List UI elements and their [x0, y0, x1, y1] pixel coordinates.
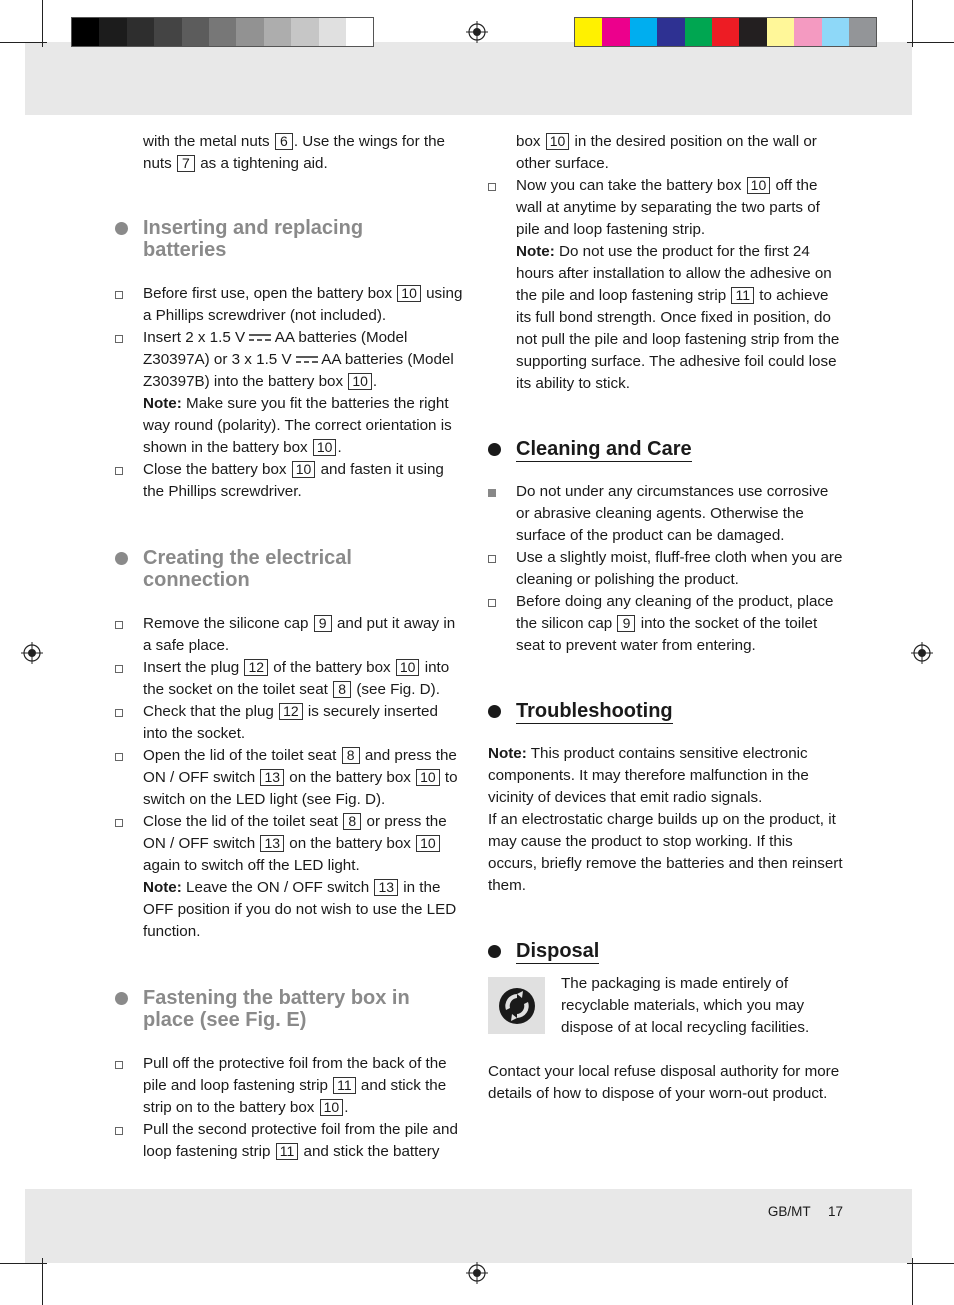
page-footer — [768, 1201, 843, 1223]
bullet-dot-icon — [115, 552, 128, 565]
registration-mark-icon — [466, 1262, 488, 1284]
square-bullet-icon — [115, 621, 123, 629]
intro-paragraph: with the metal nuts 6 . Use the wings for the nuts 7 as a tightening aid. — [143, 133, 445, 172]
page-number: 17 — [827, 1204, 843, 1219]
square-bullet-icon — [115, 753, 123, 761]
list-item: Insert 2 x 1.5 V AA batteries (Model Z30397A) or 3 x 1.5 V AA batteries (Model Z30397B) into the battery box 10 . Note: Make sure you fit the batteries the right way round (polarity). The correct orientation is shown in the battery box 10 . — [115, 327, 465, 459]
troubleshooting-paragraph: If an electrostatic charge builds up on the product, it may cause the product to stop working. If this occurs, briefly remove the batteries and then reinsert them. — [488, 811, 843, 894]
square-bullet-icon — [115, 709, 123, 717]
bullet-dot-icon — [115, 222, 128, 235]
grey-color-bar — [71, 17, 374, 47]
color-swatch — [822, 18, 849, 46]
bullet-dot-icon — [488, 945, 501, 958]
color-swatch — [630, 18, 657, 46]
crop-mark — [907, 1263, 954, 1264]
crop-mark — [912, 1258, 913, 1305]
square-bullet-icon — [488, 599, 496, 607]
header-band — [25, 42, 912, 115]
square-bullet-icon — [115, 1127, 123, 1135]
list-item: Before first use, open the battery box 10 using a Phillips screwdriver (not included). — [115, 283, 465, 327]
square-bullet-icon — [115, 291, 123, 299]
right-column — [488, 131, 844, 1105]
cleaning-list — [488, 481, 844, 657]
color-swatch — [127, 18, 154, 46]
heading-electrical-connection: Creating the electrical connection — [115, 547, 465, 591]
color-swatch — [209, 18, 236, 46]
square-bullet-icon — [115, 335, 123, 343]
language-code: GB/MT — [767, 1204, 811, 1219]
list-item: Do not under any circumstances use corrosive or abrasive cleaning agents. Otherwise the surface of the product can be damaged. — [488, 481, 844, 547]
list-item: Pull the second protective foil from the pile and loop fastening strip 11 and stick the battery — [115, 1119, 465, 1163]
registration-mark-icon — [21, 642, 43, 664]
list-item: Remove the silicone cap 9 and put it away in a safe place. — [115, 613, 465, 657]
bullet-dot-icon — [488, 443, 501, 456]
list-item: Open the lid of the toilet seat 8 and press the ON / OFF switch 13 on the battery box 10 to switch on the LED light (see Fig. D). — [115, 745, 465, 811]
color-swatch — [685, 18, 712, 46]
fastening-list — [115, 1053, 465, 1163]
crop-mark — [907, 42, 954, 43]
color-swatch — [849, 18, 876, 46]
color-swatch — [575, 18, 602, 46]
square-bullet-icon — [115, 1061, 123, 1069]
square-bullet-icon — [488, 183, 496, 191]
dc-symbol-icon — [296, 354, 318, 364]
square-bullet-icon — [115, 665, 123, 673]
color-swatch — [291, 18, 318, 46]
list-item: Before doing any cleaning of the product, place the silicon cap 9 into the socket of the toilet seat to prevent water from entering. — [488, 591, 844, 657]
crop-mark — [42, 1258, 43, 1305]
color-swatch — [739, 18, 766, 46]
crop-mark — [912, 0, 913, 47]
crop-mark — [0, 1263, 47, 1264]
list-item: Pull off the protective foil from the back of the pile and loop fastening strip 11 and stick the strip on to the battery box 10 . — [115, 1053, 465, 1119]
color-swatch — [602, 18, 629, 46]
electrical-list — [115, 613, 465, 943]
contact-text: Contact your local refuse disposal authority for more details of how to dispose of your worn-out product. — [488, 1063, 840, 1102]
registration-mark-icon — [466, 21, 488, 43]
heading-inserting-batteries: Inserting and replacing batteries — [115, 217, 465, 261]
recycling-symbol — [488, 977, 545, 1034]
packaging-text: The packaging is made entirely of recyclable materials, which you may dispose of at local recycling facilities. — [561, 975, 810, 1036]
color-swatch — [264, 18, 291, 46]
color-swatch — [346, 18, 373, 46]
registration-mark-icon — [911, 642, 933, 664]
bullet-dot-icon — [115, 992, 128, 1005]
color-swatch — [72, 18, 99, 46]
color-swatch — [794, 18, 821, 46]
crop-mark — [0, 42, 47, 43]
continued-paragraph: box 10 in the desired position on the wall or other surface. — [516, 133, 817, 172]
color-swatch — [712, 18, 739, 46]
color-swatch — [154, 18, 181, 46]
square-bullet-icon — [115, 467, 123, 475]
heading-troubleshooting: Troubleshooting — [488, 699, 844, 723]
color-swatch — [182, 18, 209, 46]
bullet-dot-icon — [488, 705, 501, 718]
square-bullet-icon — [488, 555, 496, 563]
list-item: Now you can take the battery box 10 off the wall at anytime by separating the two parts of pile and loop fastening strip. Note: Do not use the product for the first 24 hours after installation to allow the adhesive on the pile and loop fastening strip 11 to achieve its full bond strength. Once fixed in position, do not pull the pile and loop fastening strip from the supporting surface. The adhesive foil could lose its ability to stick. — [488, 175, 844, 395]
list-item: Check that the plug 12 is securely inserted into the socket. — [115, 701, 465, 745]
green-dot-recycling-icon — [497, 986, 537, 1026]
dc-symbol-icon — [249, 332, 271, 342]
heading-disposal: Disposal — [488, 939, 844, 963]
left-column — [115, 131, 465, 1163]
list-item: Close the battery box 10 and fasten it using the Phillips screwdriver. — [115, 459, 465, 503]
heading-fastening-battery-box: Fastening the battery box in place (see Fig. E) — [115, 987, 465, 1031]
square-bullet-icon — [115, 819, 123, 827]
batteries-list — [115, 283, 465, 503]
list-item: Use a slightly moist, fluff-free cloth when you are cleaning or polishing the product. — [488, 547, 844, 591]
color-swatch — [236, 18, 263, 46]
list-item: Insert the plug 12 of the battery box 10 into the socket on the toilet seat 8 (see Fig. D). — [115, 657, 465, 701]
crop-mark — [42, 0, 43, 47]
color-swatch — [99, 18, 126, 46]
filled-square-bullet-icon — [488, 489, 496, 497]
list-item: Close the lid of the toilet seat 8 or press the ON / OFF switch 13 on the battery box 10 again to switch off the LED light. Note: Leave the ON / OFF switch 13 in the OFF position if you do not wish to use the LED function. — [115, 811, 465, 943]
color-swatch — [767, 18, 794, 46]
disposal-packaging-row — [488, 977, 844, 1039]
process-color-bar — [574, 17, 877, 47]
troubleshooting-note: Note: This product contains sensitive electronic components. It may therefore malfunction in the vicinity of devices that emit radio signals. — [488, 745, 809, 806]
fastening-list-continued — [488, 175, 844, 395]
color-swatch — [657, 18, 684, 46]
color-swatch — [319, 18, 346, 46]
heading-cleaning-and-care: Cleaning and Care — [488, 437, 844, 461]
